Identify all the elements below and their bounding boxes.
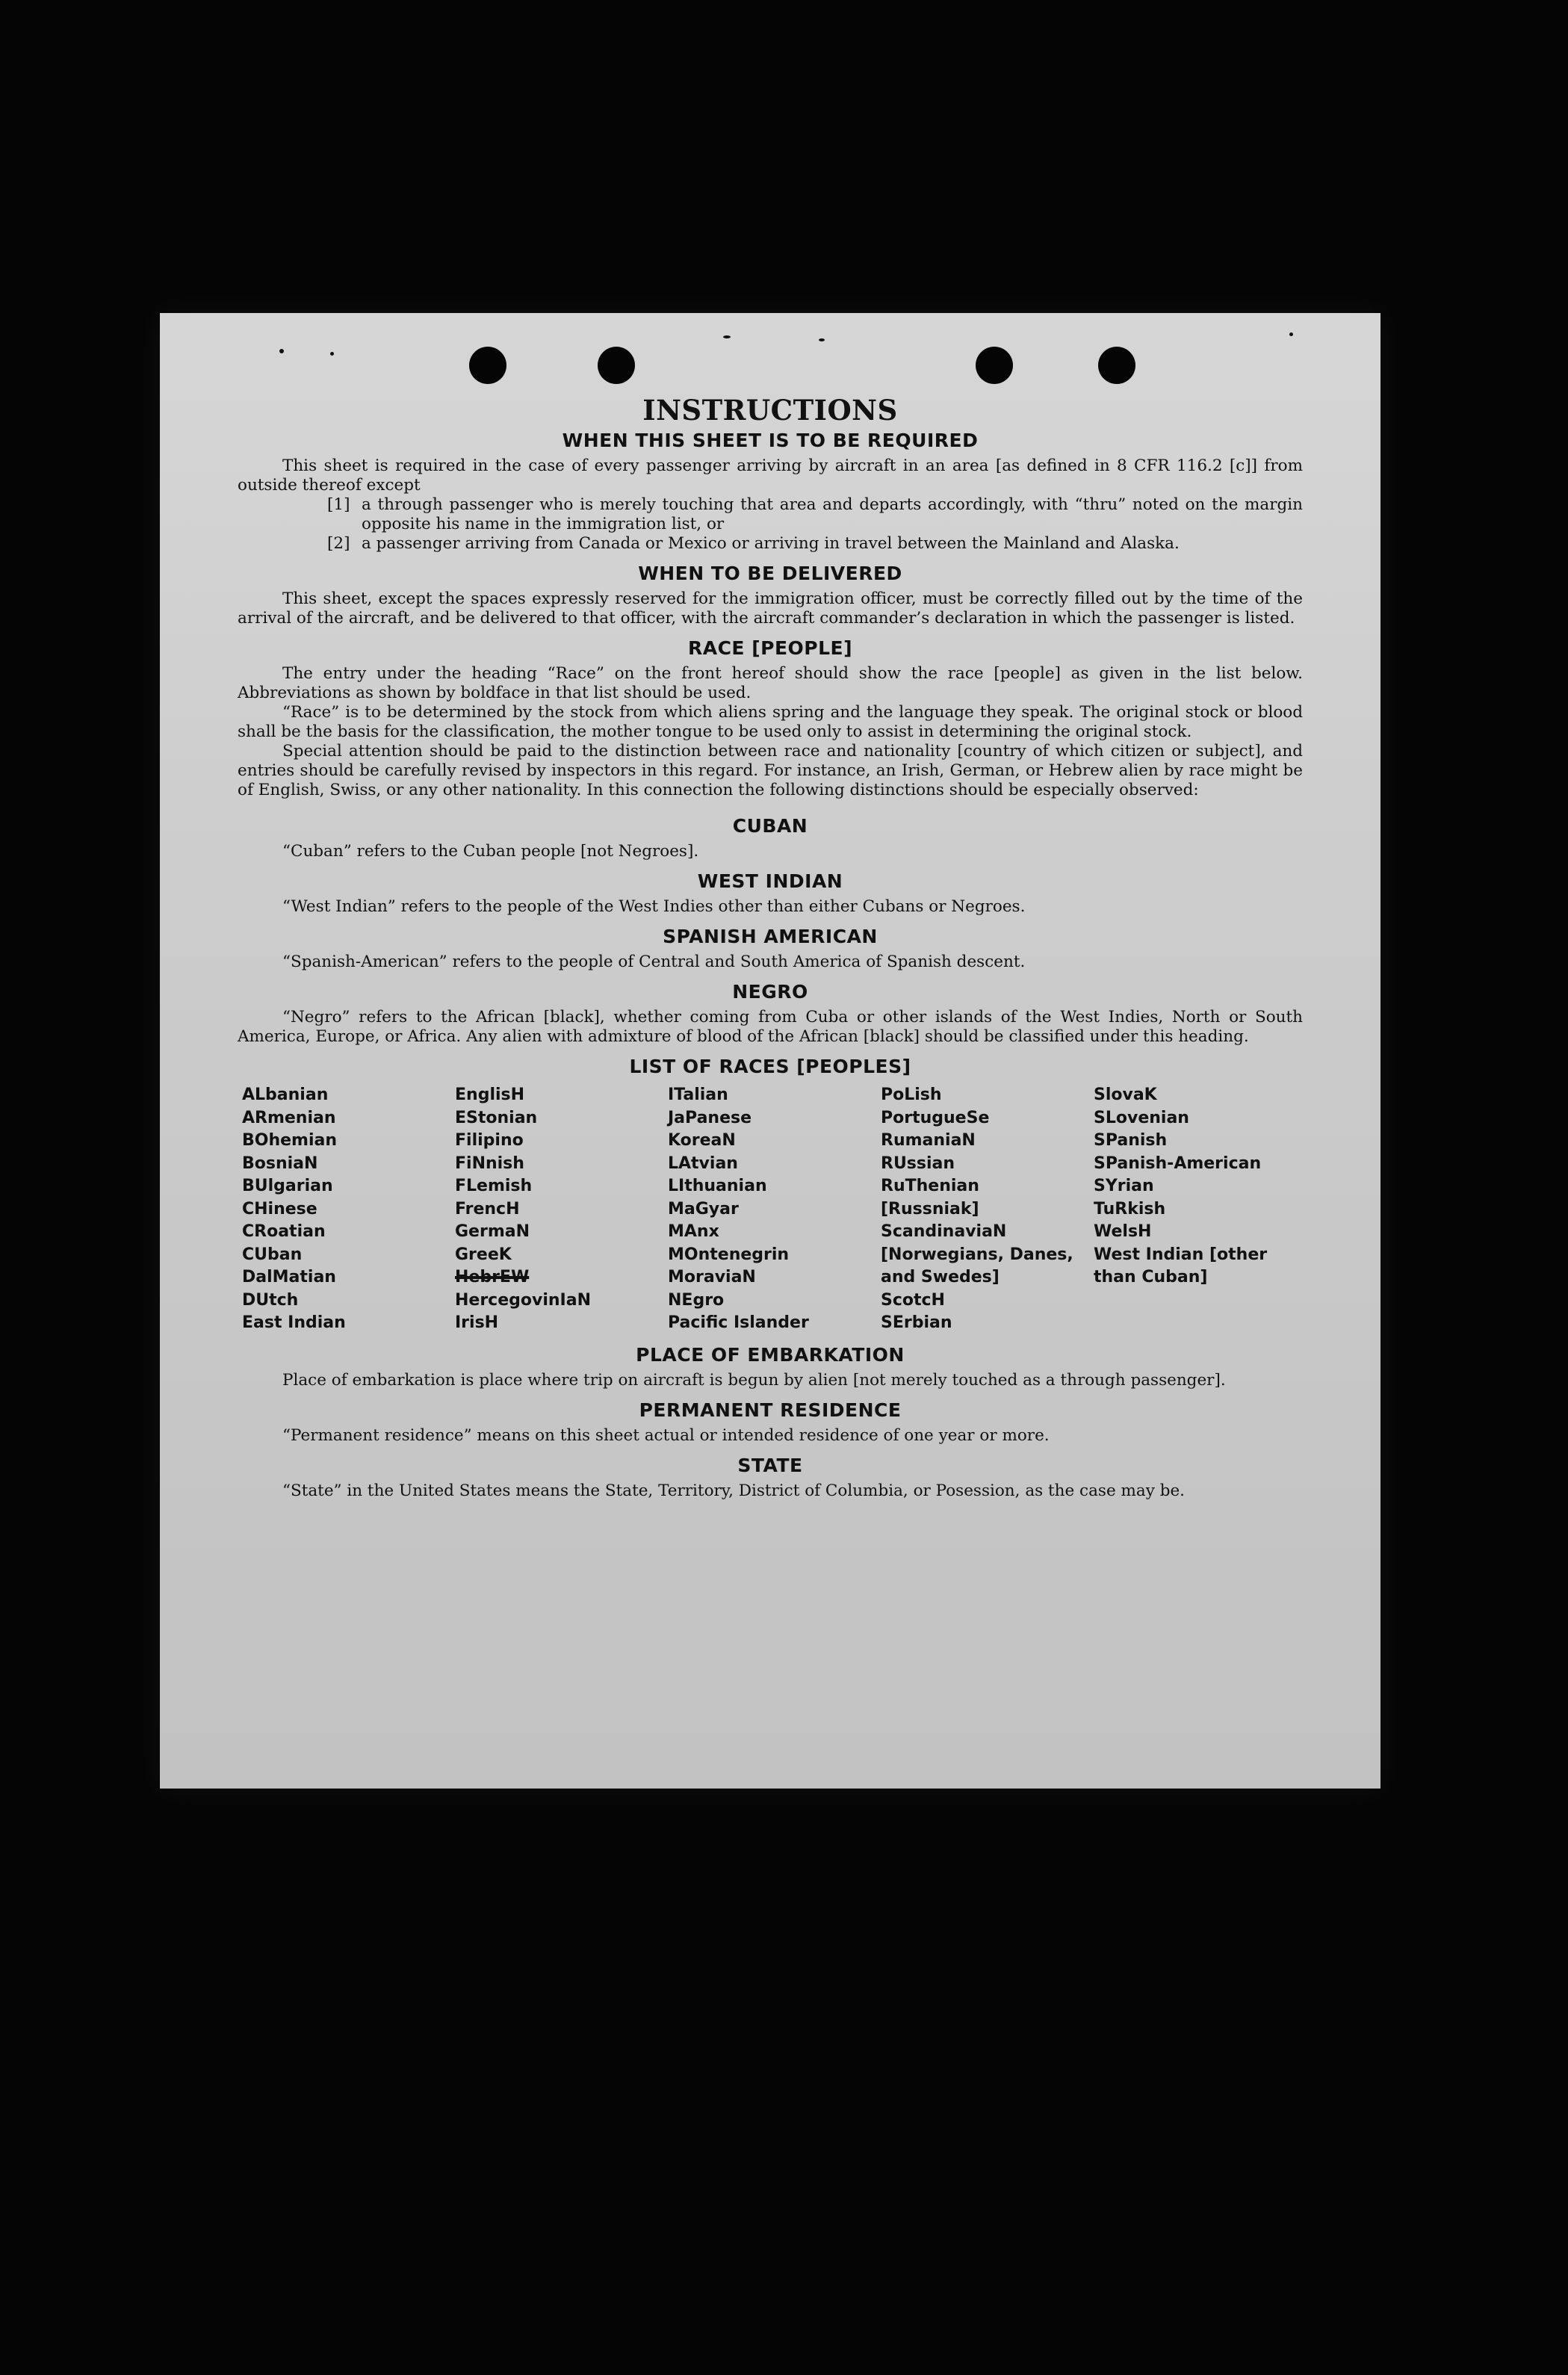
race-item: RumaniaN bbox=[881, 1131, 976, 1150]
race-item: Filipino bbox=[455, 1131, 524, 1150]
race-item: JaPanese bbox=[668, 1108, 752, 1127]
speck bbox=[1289, 332, 1293, 336]
punch-hole bbox=[469, 347, 506, 384]
instructions-body bbox=[238, 394, 1303, 1501]
race-item: MOntenegrin bbox=[668, 1245, 790, 1264]
race-paragraph-2: “Race” is to be determined by the stock from which aliens spring and the language they speak. The original stock or blood shall be the basis for the classification, the mother tongue to be used only to assist in determining the original stock. bbox=[238, 703, 1303, 741]
race-item-struck-out: HebrEW bbox=[455, 1268, 530, 1286]
state-text: “State” in the United States means the State, Territory, District of Columbia, or Posession, as the case may be. bbox=[282, 1481, 1186, 1500]
embarkation-text: Place of embarkation is place where trip on aircraft is begun by alien [not merely touched as a through passenger]. bbox=[282, 1370, 1226, 1390]
speck bbox=[279, 349, 284, 353]
exception-2-text: a passenger arriving from Canada or Mexico or arriving in travel between the Mainland and Alaska. bbox=[362, 534, 1180, 553]
race-item: GermaN bbox=[455, 1222, 530, 1241]
heading-cuban: CUBAN bbox=[732, 815, 808, 837]
race-item: KoreaN bbox=[668, 1131, 736, 1150]
races-column-5 bbox=[1094, 1084, 1307, 1335]
race-item: CRoatian bbox=[242, 1222, 326, 1241]
race-item: DalMatian bbox=[242, 1268, 336, 1286]
race-item: ScandinaviaN [Norwegians, Danes, and Swedes] bbox=[881, 1222, 1073, 1286]
races-list bbox=[242, 1084, 1303, 1335]
speck bbox=[819, 338, 825, 341]
race-item: RUssian bbox=[881, 1154, 955, 1173]
race-item: ARmenian bbox=[242, 1108, 336, 1127]
exception-1 bbox=[327, 495, 1303, 534]
negro-text: “Negro” refers to the African [black], whether coming from Cuba or other islands of the West Indies, North or South America, Europe, or Africa. Any alien with admixture of blood of the African [black] should be classified under this heading. bbox=[238, 1008, 1303, 1046]
race-item: CHinese bbox=[242, 1199, 317, 1219]
race-item: MoraviaN bbox=[668, 1268, 756, 1286]
race-item: RuThenian [Russniak] bbox=[881, 1177, 979, 1219]
race-item: East Indian bbox=[242, 1313, 346, 1332]
heading-spanish-american: SPANISH AMERICAN bbox=[663, 926, 878, 947]
race-paragraph-1: The entry under the heading “Race” on the front hereof should show the race [people] as given in the list below. Abbreviations as shown by boldface in that list should be used. bbox=[238, 664, 1303, 702]
spanish-american-text: “Spanish-American” refers to the people of Central and South America of Spanish descent. bbox=[282, 953, 1026, 971]
heading-west-indian: WEST INDIAN bbox=[697, 870, 843, 892]
exception-1-text: a through passenger who is merely touching that area and departs accordingly, with “thru” noted on the margin opposite his name in the immigration list, or bbox=[362, 495, 1303, 533]
race-item: ITalian bbox=[668, 1086, 728, 1104]
races-column-3 bbox=[668, 1084, 881, 1335]
when-delivered-text: This sheet, except the spaces expressly reserved for the immigration officer, must be correctly filled out by the time of the arrival of the aircraft, and be delivered to that officer, with the aircraft commander’s declaration in which the passenger is listed. bbox=[238, 589, 1303, 628]
cuban-text: “Cuban” refers to the Cuban people [not Negroes]. bbox=[282, 842, 699, 861]
speck bbox=[723, 335, 731, 338]
race-item: LIthuanian bbox=[668, 1177, 767, 1195]
races-column-1 bbox=[242, 1084, 455, 1335]
heading-negro: NEGRO bbox=[732, 981, 808, 1003]
when-required-intro: This sheet is required in the case of every passenger arriving by aircraft in an area [as defined in 8 CFR 116.2 [c]] from outside thereof except bbox=[238, 456, 1303, 495]
heading-list-of-races: LIST OF RACES [PEOPLES] bbox=[629, 1056, 911, 1077]
race-item: MaGyar bbox=[668, 1199, 739, 1219]
race-item: SYrian bbox=[1094, 1177, 1154, 1195]
race-item: BUlgarian bbox=[242, 1177, 333, 1195]
race-item: EnglisH bbox=[455, 1086, 525, 1104]
race-item: SPanish bbox=[1094, 1131, 1168, 1150]
race-item: WelsH bbox=[1094, 1222, 1152, 1241]
race-paragraph-3: Special attention should be paid to the distinction between race and nationality [country of which citizen or subject], and entries should be carefully revised by inspectors in this regard. For instance, an Irish, German, or Hebrew alien by race might be of English, Swiss, or any other nationality. In this connection the following distinctions should be especially observed: bbox=[238, 742, 1303, 799]
race-item: BOhemian bbox=[242, 1131, 338, 1150]
exception-2 bbox=[327, 534, 1303, 554]
race-item: SPanish-American bbox=[1094, 1154, 1262, 1173]
heading-when-delivered: WHEN TO BE DELIVERED bbox=[638, 563, 902, 584]
race-item: PortugueSe bbox=[881, 1108, 990, 1127]
race-item: MAnx bbox=[668, 1222, 719, 1241]
race-item: LAtvian bbox=[668, 1154, 738, 1173]
race-item: NEgro bbox=[668, 1290, 725, 1310]
races-column-4 bbox=[881, 1084, 1094, 1335]
race-item: DUtch bbox=[242, 1290, 299, 1310]
race-item: GreeK bbox=[455, 1245, 512, 1264]
race-item: EStonian bbox=[455, 1108, 538, 1127]
race-item: ScotcH bbox=[881, 1290, 945, 1310]
heading-race: RACE [PEOPLE] bbox=[687, 637, 853, 659]
race-item: FrencH bbox=[455, 1199, 520, 1219]
exception-2-number: [2] bbox=[327, 534, 350, 553]
race-item: TuRkish bbox=[1094, 1199, 1166, 1219]
race-item: FLemish bbox=[455, 1177, 533, 1195]
speck bbox=[330, 352, 334, 356]
race-item: SLovenian bbox=[1094, 1108, 1189, 1127]
races-column-2 bbox=[455, 1084, 668, 1335]
race-item: PoLish bbox=[881, 1086, 942, 1104]
race-item: ALbanian bbox=[242, 1086, 329, 1104]
west-indian-text: “West Indian” refers to the people of the West Indies other than either Cubans or Negroes. bbox=[282, 897, 1026, 916]
race-item: West Indian [other than Cuban] bbox=[1094, 1245, 1268, 1286]
heading-state: STATE bbox=[737, 1454, 803, 1476]
race-item: CUban bbox=[242, 1245, 303, 1264]
race-item: SlovaK bbox=[1094, 1086, 1157, 1104]
heading-place-of-embarkation: PLACE OF EMBARKATION bbox=[636, 1343, 905, 1366]
race-item: Pacific Islander bbox=[668, 1313, 809, 1332]
punch-hole bbox=[1098, 347, 1135, 384]
residence-text: “Permanent residence” means on this sheet actual or intended residence of one year or more. bbox=[282, 1425, 1050, 1445]
punch-hole bbox=[598, 347, 635, 384]
page-title: INSTRUCTIONS bbox=[642, 394, 898, 427]
exception-1-number: [1] bbox=[327, 495, 350, 514]
race-item: BosniaN bbox=[242, 1154, 318, 1173]
race-item: IrisH bbox=[455, 1313, 499, 1332]
document-sheet bbox=[160, 313, 1380, 1789]
race-item: SErbian bbox=[881, 1313, 952, 1332]
heading-permanent-residence: PERMANENT RESIDENCE bbox=[639, 1399, 902, 1421]
heading-when-required: WHEN THIS SHEET IS TO BE REQUIRED bbox=[562, 430, 979, 451]
race-item: HercegovinIaN bbox=[455, 1290, 591, 1310]
punch-hole bbox=[976, 347, 1013, 384]
race-item: FiNnish bbox=[455, 1154, 524, 1173]
